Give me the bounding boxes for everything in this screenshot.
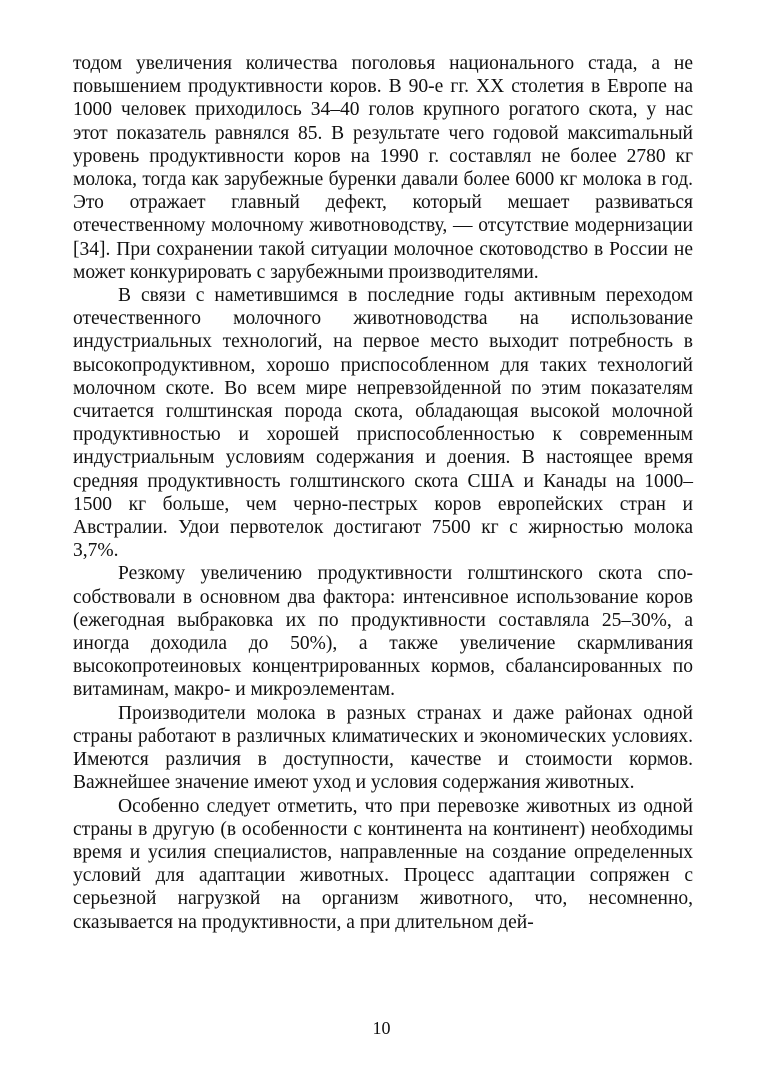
body-text: [73, 52, 693, 934]
paragraph-productivity-factors: Резкому увеличению продуктивности голштинского скота способствовали в основном два фактора: интенсивное использование коров (ежегодная выбраковка их по продуктивности составляла 25–30%, а иногда доходила до 50%), а также увеличение скармливания высокопротеиновых концентрированных кормов, сбалансированных по витаминам, макро- и микроэлементам.: [73, 563, 693, 701]
paragraph-holstein-breed: В связи с наметившимся в последние годы активным переходом отечественного молочного животноводства на использование индустриальных технологий, на первое место выходит потребность в высокопродуктивном, хорошо приспособленном для таких технологий молочном скоте. Во всем мире непревзойденной по этим показателям считается голштинская порода скота, обладающая высокой молочной продуктивностью и хорошей приспособленностью к современным индустриальным условиям содержания и доения. В настоящее время средняя продуктивность голштинского скота США и Канады на 1000–1500 кг больше, чем черно-пестрых коров европейских стран и Австралии. Удои первотелок достигают 7500 кг с жирностью молока 3,7%.: [73, 285, 693, 562]
paragraph-producers-conditions: Производители молока в разных странах и даже районах одной страны работают в различных климатических и экономических условиях. Имеются различия в доступности, качестве и стоимости кормов. Важнейшее значение имеют уход и условия содержания животных.: [73, 702, 693, 794]
page-number: 10: [372, 1018, 391, 1038]
paragraph-adaptation: Особенно следует отметить, что при перевозке животных из одной страны в другую (в особенности с континента на континент) необходимы время и усилия специалистов, направленные на создание определенных условий для адаптации животных. Процесс адаптации сопряжен с серьезной нагрузкой на организм животного, что, несомненно, сказывается на продуктивности, а при длительном дей-: [73, 795, 693, 933]
paragraph-continuation: тодом увеличения количества поголовья национального стада, а не повышением продуктивности коров. В 90-е гг. XX столетия в Европе на 1000 человек приходилось 34–40 голов крупного рогатого скота, у нас этот показатель равнялся 85. В результате чего годовой максиmальный уровень продуктивности коров на 1990 г. составлял не более 2780 кг молока, тогда как зарубежные буренки давали более 6000 кг молока в год. Это отражает главный дефект, который мешает развиваться отечественному молочному животноводству, — отсутствие модернизации [34]. При сохранении такой ситуации молочное скотоводство в России не может конкурировать с зарубежными производителями.: [73, 53, 693, 283]
